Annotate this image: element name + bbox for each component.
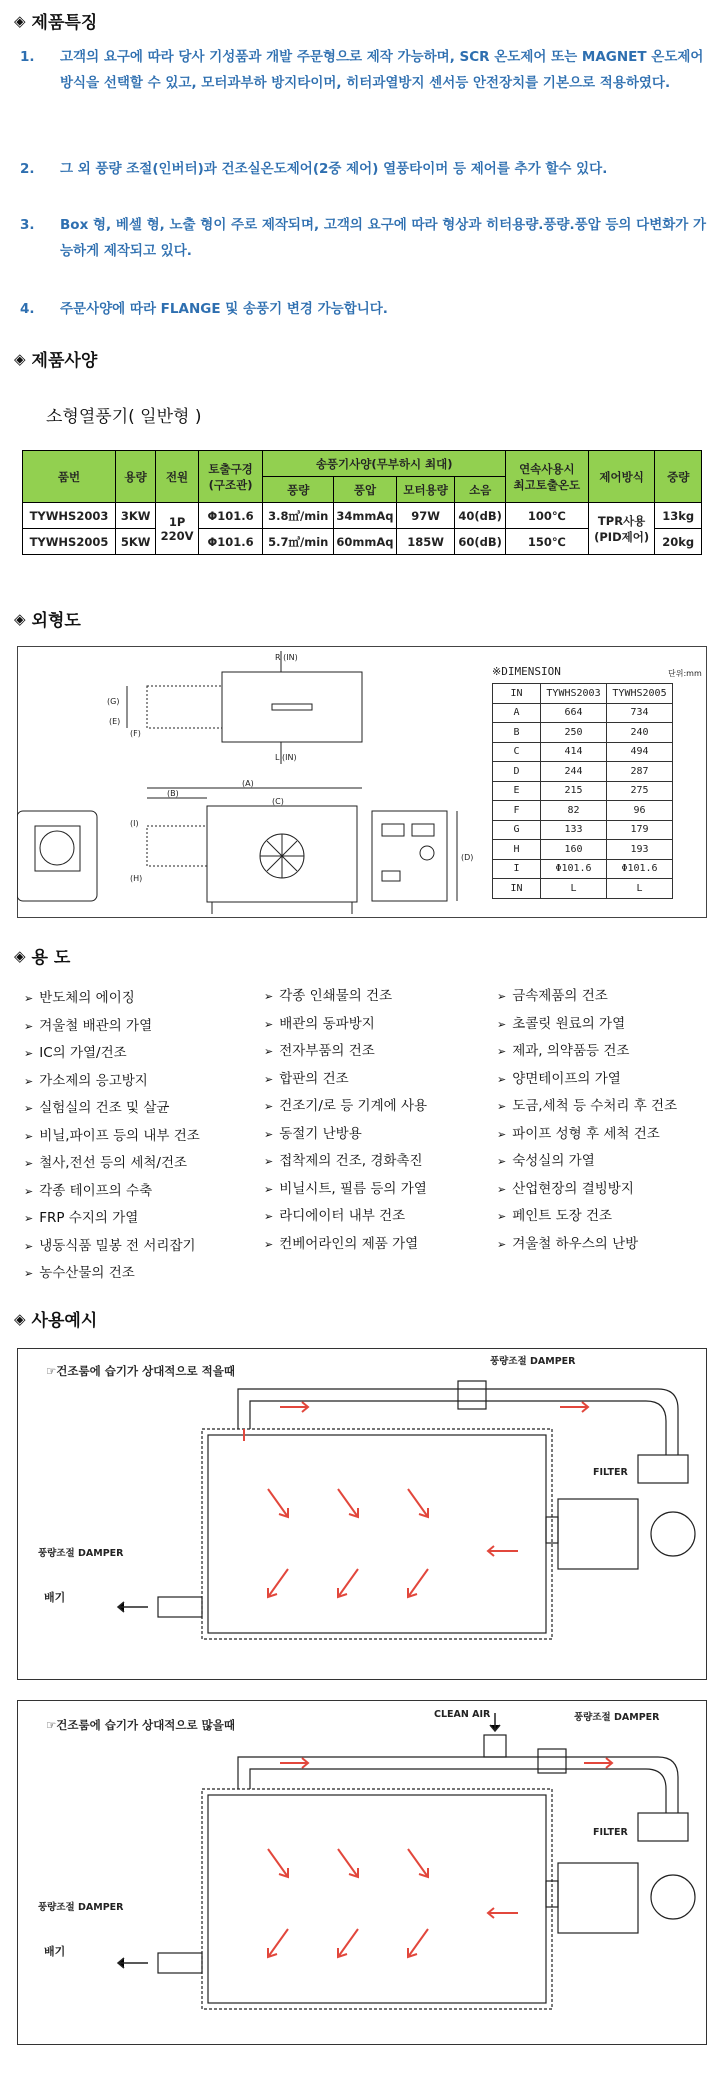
list-item: ➢ 숙성실의 가열: [497, 1148, 677, 1176]
header-power: 전원: [156, 451, 198, 503]
filter: [638, 1813, 688, 1841]
dimension-table: IN TYWHS2003 TYWHS2005 A 664 734 B 250 240 C 414 494 D 244 287 E 215 275 F 82 96 G 133 179 H 160 193 I Φ101.6 Φ101.6 IN L L: [492, 683, 673, 899]
feature-item-2: 2. 그 외 풍량 조절(인버터)과 건조실온도제어(2중 제어) 열풍타이머 등 제어를 추가 할수 있다.: [20, 161, 608, 177]
list-item: ➢ 초콜릿 원료의 가열: [497, 1011, 677, 1039]
svg-text:(A): (A): [242, 779, 254, 788]
table-row: B 250 240: [493, 723, 673, 743]
list-item: ➢ 배관의 동파방지: [264, 1011, 427, 1039]
dimension-drawing: [17, 646, 487, 918]
svg-text:R (IN): R (IN): [275, 653, 298, 662]
list-item: ➢ 산업현장의 결빙방지: [497, 1176, 677, 1204]
list-item: ➢ 가소제의 응고방지: [24, 1068, 200, 1096]
side-view-left: [17, 811, 97, 901]
dimension-caption: ※DIMENSION: [492, 665, 561, 678]
airflow-diagram-2: [18, 1701, 706, 2044]
diamond-bullet-icon: ◈: [14, 1309, 26, 1328]
list-item: ➢ 겨울철 배관의 가열: [24, 1013, 200, 1041]
damper-left: [158, 1597, 202, 1617]
list-item: ➢ 합판의 건조: [264, 1066, 427, 1094]
header-flow: 풍량: [263, 477, 334, 503]
svg-text:(E): (E): [109, 717, 121, 726]
example-title: ◈ 사용예시: [14, 1309, 98, 1331]
table-row: H 160 193: [493, 840, 673, 860]
list-item: ➢ 금속제품의 건조: [497, 983, 677, 1011]
svg-text:L (IN): L (IN): [275, 753, 297, 762]
blower-unit: [558, 1499, 638, 1569]
svg-text:(G): (G): [107, 697, 120, 706]
table-row: E 215 275: [493, 781, 673, 801]
list-item: ➢ 건조기/로 등 기계에 사용: [264, 1093, 427, 1121]
clean-air-inlet: [484, 1735, 506, 1757]
spec-table: [22, 450, 702, 555]
filter: [638, 1455, 688, 1483]
example-diagram-1: ☞건조룸에 습기가 상대적으로 적을때 풍량조절 DAMPER FILTER 풍량조절 DAMPER 배기: [17, 1348, 707, 1680]
list-item: ➢ 접착제의 건조, 경화촉진: [264, 1148, 427, 1176]
list-item: ➢ 비닐시트, 필름 등의 가열: [264, 1176, 427, 1204]
list-item: ➢ 파이프 성형 후 세척 건조: [497, 1121, 677, 1149]
table-row: C 414 494: [493, 742, 673, 762]
list-item: ➢ 페인트 도장 건조: [497, 1203, 677, 1231]
svg-text:(F): (F): [130, 729, 141, 738]
diamond-bullet-icon: ◈: [14, 946, 26, 965]
drying-room: [202, 1429, 552, 1639]
diamond-bullet-icon: ◈: [14, 11, 26, 30]
list-item: ➢ 동절기 난방용: [264, 1121, 427, 1149]
damper-top: [458, 1381, 486, 1409]
list-item: ➢ IC의 가열/건조: [24, 1040, 200, 1068]
list-item: ➢ 농수산물의 건조: [24, 1260, 200, 1288]
header-noise: 소음: [455, 477, 506, 503]
blower-fan: [651, 1512, 695, 1556]
list-item: ➢ FRP 수지의 가열: [24, 1205, 200, 1233]
header-blower: 송풍기사양(무부하시 최대): [263, 451, 506, 477]
list-item: ➢ 도금,세척 등 수처리 후 건조: [497, 1093, 677, 1121]
drying-room: [202, 1789, 552, 2009]
list-item: ➢ 반도체의 에이징: [24, 985, 200, 1013]
spec-title: ◈ 제품사양: [14, 349, 98, 371]
list-item: ➢ 제과, 의약품등 건조: [497, 1038, 677, 1066]
spec-subtitle: 소형열풍기( 일반형 ): [46, 407, 202, 427]
header-cont: 연속사용시 최고토출온도: [505, 451, 588, 503]
list-item: ➢ 겨울철 하우스의 난방: [497, 1231, 677, 1259]
table-row: IN L L: [493, 879, 673, 899]
list-item: ➢ 컨베어라인의 제품 가열: [264, 1231, 427, 1259]
usage-column-1: [24, 985, 200, 1288]
list-item: ➢ 각종 인쇄물의 건조: [264, 983, 427, 1011]
table-row: TYWHS2005 5KW Φ101.6 5.7㎥/min 60mmAq 185W 60(dB) 150℃ 20kg: [23, 529, 702, 555]
list-item: ➢ 각종 테이프의 수축: [24, 1178, 200, 1206]
blower-fan: [651, 1875, 695, 1919]
dimension-title: ◈ 외형도: [14, 609, 81, 631]
list-item: ➢ 철사,전선 등의 세척/건조: [24, 1150, 200, 1178]
header-motor: 모터용량: [396, 477, 455, 503]
damper-left: [158, 1953, 202, 1973]
header-pressure: 풍압: [334, 477, 397, 503]
feature-item-3: 3. Box 형, 베셀 형, 노출 형이 주로 제작되며, 고객의 요구에 따라 형상과 히터용량.풍량.풍압 등의 다변화가 가능하게 제작되고 있다.: [20, 217, 707, 259]
usage-title: ◈ 용 도: [14, 946, 71, 968]
dimension-unit: 단위:mm: [668, 669, 702, 678]
list-item: ➢ 라디에이터 내부 건조: [264, 1203, 427, 1231]
table-row: F 82 96: [493, 801, 673, 821]
airflow-diagram-1: [18, 1349, 706, 1679]
header-control: 제어방식: [588, 451, 655, 503]
table-row: I Φ101.6 Φ101.6: [493, 859, 673, 879]
example-diagram-2: ☞건조룸에 습기가 상대적으로 많을때 CLEAN AIR 풍량조절 DAMPER FILTER 풍량조절 DAMPER 배기: [17, 1700, 707, 2045]
header-model: 품번: [23, 451, 116, 503]
list-item: ➢ 양면테이프의 가열: [497, 1066, 677, 1094]
svg-text:(C): (C): [272, 797, 284, 806]
header-capacity: 용량: [115, 451, 155, 503]
usage-column-2: [264, 983, 427, 1258]
list-item: ➢ 냉동식품 밀봉 전 서리잡기: [24, 1233, 200, 1261]
table-row: D 244 287: [493, 762, 673, 782]
usage-column-3: [497, 983, 677, 1258]
diamond-bullet-icon: ◈: [14, 609, 26, 628]
svg-text:(I): (I): [130, 819, 139, 828]
list-item: ➢ 전자부품의 건조: [264, 1038, 427, 1066]
diamond-bullet-icon: ◈: [14, 349, 26, 368]
table-row: G 133 179: [493, 820, 673, 840]
top-view-body: [222, 672, 362, 742]
header-outlet: 토출구경 (구조관): [198, 451, 263, 503]
list-item: ➢ 비닐,파이프 등의 내부 건조: [24, 1123, 200, 1151]
table-row: A 664 734: [493, 703, 673, 723]
svg-text:(H): (H): [130, 874, 143, 883]
blower-unit: [558, 1863, 638, 1933]
feature-item-1: 1. 고객의 요구에 따라 당사 기성품과 개발 주문형으로 제작 가능하며, SCR 온도제어 또는 MAGNET 온도제어 방식을 선택할 수 있고, 모터과부하 방지타이머, 히터과열방지 센서등 안전장치를 기본으로 적용하였다.: [20, 49, 704, 91]
hot-air-arrows: [244, 1402, 588, 1597]
svg-text:(B): (B): [167, 789, 179, 798]
features-title: ◈ 제품특징: [14, 11, 98, 33]
hot-air-arrows: [268, 1758, 612, 1957]
feature-item-4: 4. 주문사양에 따라 FLANGE 및 송풍기 변경 가능합니다.: [20, 301, 388, 317]
list-item: ➢ 실험실의 건조 및 살균: [24, 1095, 200, 1123]
svg-text:(D): (D): [461, 853, 474, 862]
table-row: TYWHS2003 3KW 1P 220V Φ101.6 3.8㎥/min 34mmAq 97W 40(dB) 100℃ TPR사용 (PID제어) 13kg: [23, 503, 702, 529]
header-weight: 중량: [655, 451, 702, 503]
